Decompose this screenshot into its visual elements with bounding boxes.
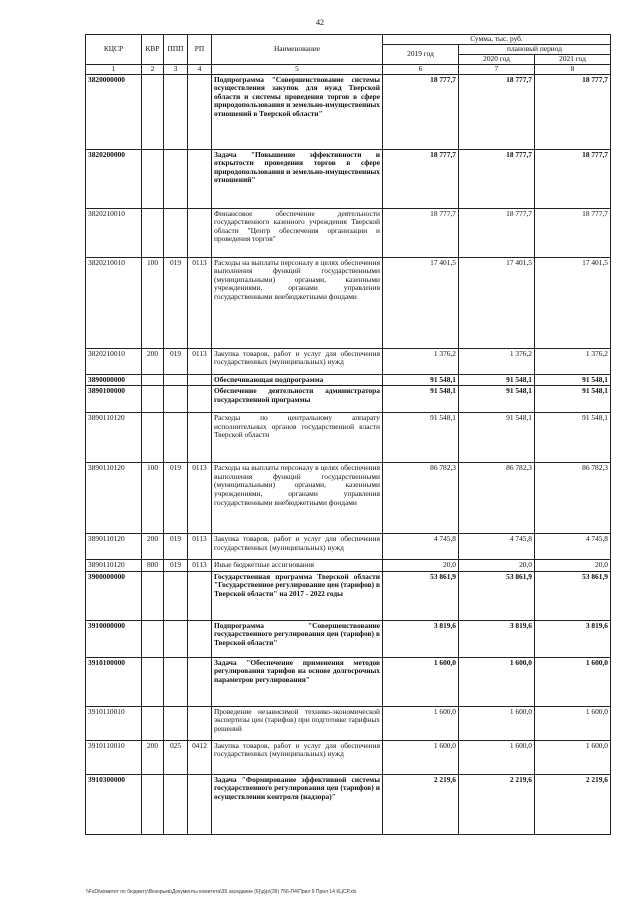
row-value-2020: 1 600,0 <box>459 706 535 740</box>
row-ppp <box>164 620 188 657</box>
row-kcsr: 3820210010 <box>86 257 142 348</box>
row-value-2020: 20,0 <box>459 560 535 572</box>
table-row <box>86 560 611 572</box>
row-value-2020: 1 376,2 <box>459 348 535 374</box>
row-kcsr: 3910000000 <box>86 620 142 657</box>
col-number: 3 <box>164 65 188 75</box>
budget-table <box>85 34 611 835</box>
row-kvr <box>142 208 164 257</box>
header-2020: 2020 год <box>459 55 535 65</box>
row-kvr <box>142 571 164 620</box>
table-row <box>86 74 611 149</box>
row-kvr: 200 <box>142 348 164 374</box>
table-row <box>86 657 611 706</box>
row-ppp: 025 <box>164 740 188 774</box>
row-value-2019: 1 376,2 <box>383 348 459 374</box>
row-ppp: 019 <box>164 463 188 534</box>
row-rp <box>188 657 212 706</box>
row-name: Подпрограмма "Совершенствование системы осуществления закупок для нужд Тверской области и системы проведения торгов в сфере природопользования и земельно-имущественных отношений в Тверской области" <box>212 74 383 149</box>
row-rp <box>188 620 212 657</box>
row-rp <box>188 386 212 413</box>
row-name: Закупка товаров, работ и услуг для обеспечения государственных (муниципальных) нужд <box>212 534 383 560</box>
row-value-2019: 18 777,7 <box>383 74 459 149</box>
row-rp <box>188 149 212 208</box>
row-value-2021: 17 401,5 <box>535 257 611 348</box>
row-ppp <box>164 413 188 463</box>
row-value-2021: 53 861,9 <box>535 571 611 620</box>
row-name: Финансовое обеспечение деятельности государственного казенного учреждения Тверской области "Центр обеспечения организации и проведения торгов" <box>212 208 383 257</box>
row-value-2019: 1 600,0 <box>383 740 459 774</box>
row-value-2021: 91 548,1 <box>535 374 611 386</box>
table-row <box>86 208 611 257</box>
row-name: Расходы на выплаты персоналу в целях обеспечения выполнения функций государственными (муниципальными) органами, казенными учреждениями, органами управления государственными внебюджетными фондами <box>212 463 383 534</box>
row-value-2021: 2 219,6 <box>535 774 611 834</box>
row-ppp <box>164 706 188 740</box>
row-value-2020: 3 819,6 <box>459 620 535 657</box>
row-value-2019: 4 745,8 <box>383 534 459 560</box>
table-row <box>86 571 611 620</box>
row-name: Расходы по центральному аппарату исполнительных органов государственной власти Тверской области <box>212 413 383 463</box>
row-name: Расходы на выплаты персоналу в целях обеспечения выполнения функций государственными (муниципальными) органами, казенными учреждениями, органами управления государственными внебюджетными фондами <box>212 257 383 348</box>
row-value-2019: 2 219,6 <box>383 774 459 834</box>
row-rp: 0113 <box>188 257 212 348</box>
row-name: Иные бюджетные ассигнования <box>212 560 383 572</box>
col-number: 8 <box>535 65 611 75</box>
header-name: Наименование <box>212 35 383 65</box>
row-value-2020: 53 861,9 <box>459 571 535 620</box>
row-value-2019: 91 548,1 <box>383 413 459 463</box>
row-kvr: 200 <box>142 740 164 774</box>
row-value-2019: 1 600,0 <box>383 657 459 706</box>
row-value-2019: 18 777,7 <box>383 149 459 208</box>
row-value-2021: 91 548,1 <box>535 413 611 463</box>
row-kcsr: 3820210010 <box>86 208 142 257</box>
row-value-2020: 17 401,5 <box>459 257 535 348</box>
row-value-2020: 4 745,8 <box>459 534 535 560</box>
row-rp <box>188 208 212 257</box>
row-ppp <box>164 74 188 149</box>
row-kvr <box>142 620 164 657</box>
row-ppp <box>164 386 188 413</box>
row-kcsr: 3890110120 <box>86 534 142 560</box>
table-row <box>86 386 611 413</box>
table-row <box>86 706 611 740</box>
row-value-2019: 1 600,0 <box>383 706 459 740</box>
row-ppp <box>164 208 188 257</box>
row-value-2021: 18 777,7 <box>535 208 611 257</box>
row-rp: 0412 <box>188 740 212 774</box>
row-ppp: 019 <box>164 348 188 374</box>
col-number: 6 <box>383 65 459 75</box>
table-row <box>86 774 611 834</box>
row-kcsr: 3820000000 <box>86 74 142 149</box>
row-rp <box>188 571 212 620</box>
row-kcsr: 3900000000 <box>86 571 142 620</box>
row-rp <box>188 413 212 463</box>
table-row <box>86 620 611 657</box>
row-name: Обеспечение деятельности администратора государственной программы <box>212 386 383 413</box>
row-value-2020: 86 782,3 <box>459 463 535 534</box>
row-kvr <box>142 374 164 386</box>
table-row <box>86 463 611 534</box>
header-kcsr: КЦСР <box>86 35 142 65</box>
row-value-2020: 91 548,1 <box>459 413 535 463</box>
row-value-2020: 18 777,7 <box>459 74 535 149</box>
col-number: 4 <box>188 65 212 75</box>
row-name: Задача "Обеспечение применения методов регулирования тарифов на основе долгосрочных параметров регулирования" <box>212 657 383 706</box>
table-row <box>86 348 611 374</box>
header-planned-period: плановый период <box>459 45 611 55</box>
row-value-2020: 91 548,1 <box>459 374 535 386</box>
table-row <box>86 534 611 560</box>
row-value-2019: 18 777,7 <box>383 208 459 257</box>
row-ppp: 019 <box>164 257 188 348</box>
table-body <box>86 74 611 834</box>
row-kvr <box>142 149 164 208</box>
col-number: 1 <box>86 65 142 75</box>
table-row <box>86 149 611 208</box>
row-kvr: 100 <box>142 257 164 348</box>
header-2019: 2019 год <box>383 45 459 65</box>
header-ppp: ППП <box>164 35 188 65</box>
row-rp <box>188 706 212 740</box>
row-kvr: 100 <box>142 463 164 534</box>
row-ppp: 019 <box>164 534 188 560</box>
row-kvr <box>142 386 164 413</box>
file-path-footer: \\FsDi\комитет по бюджету\Везорьев\Документы комитета\39 заседание (6)\д\р\(39) 756-П4\Прил 9 Прил 14 КЦСР.xls <box>86 889 357 895</box>
row-value-2021: 3 819,6 <box>535 620 611 657</box>
header-sum: Сумма, тыс. руб. <box>383 35 611 45</box>
row-value-2020: 1 600,0 <box>459 657 535 706</box>
row-kcsr: 3890000000 <box>86 374 142 386</box>
row-kcsr: 3890110120 <box>86 560 142 572</box>
row-rp: 0113 <box>188 560 212 572</box>
row-kcsr: 3910300000 <box>86 774 142 834</box>
row-rp: 0113 <box>188 463 212 534</box>
page-number: 42 <box>316 18 324 27</box>
row-value-2019: 91 548,1 <box>383 386 459 413</box>
table-row <box>86 257 611 348</box>
row-kvr: 200 <box>142 534 164 560</box>
header-kvr: КВР <box>142 35 164 65</box>
row-value-2020: 18 777,7 <box>459 208 535 257</box>
row-value-2021: 4 745,8 <box>535 534 611 560</box>
row-name: Государственная программа Тверской области "Государственное регулирование цен (тарифов) в Тверской области" на 2017 - 2022 годы <box>212 571 383 620</box>
row-name: Закупка товаров, работ и услуг для обеспечения государственных (муниципальных) нужд <box>212 348 383 374</box>
row-value-2021: 1 600,0 <box>535 740 611 774</box>
row-kcsr: 3820210010 <box>86 348 142 374</box>
row-rp <box>188 74 212 149</box>
row-kvr <box>142 657 164 706</box>
row-kvr <box>142 74 164 149</box>
row-rp: 0113 <box>188 534 212 560</box>
row-value-2019: 17 401,5 <box>383 257 459 348</box>
row-name: Обеспечивающая подпрограмма <box>212 374 383 386</box>
row-value-2020: 2 219,6 <box>459 774 535 834</box>
row-ppp <box>164 374 188 386</box>
header-2021: 2021 год <box>535 55 611 65</box>
row-kcsr: 3890100000 <box>86 386 142 413</box>
row-value-2019: 3 819,6 <box>383 620 459 657</box>
row-kvr <box>142 706 164 740</box>
row-kvr: 800 <box>142 560 164 572</box>
row-ppp <box>164 571 188 620</box>
row-rp: 0113 <box>188 348 212 374</box>
row-ppp <box>164 657 188 706</box>
row-rp <box>188 774 212 834</box>
col-number: 7 <box>459 65 535 75</box>
row-kcsr: 3890110120 <box>86 413 142 463</box>
row-value-2021: 1 600,0 <box>535 706 611 740</box>
row-value-2021: 1 376,2 <box>535 348 611 374</box>
row-value-2021: 86 782,3 <box>535 463 611 534</box>
table-row <box>86 740 611 774</box>
row-kcsr: 3910100000 <box>86 657 142 706</box>
row-ppp: 019 <box>164 560 188 572</box>
table-row <box>86 374 611 386</box>
row-kcsr: 3820200000 <box>86 149 142 208</box>
row-value-2020: 1 600,0 <box>459 740 535 774</box>
row-name: Задача "Повышение эффективности и открытости проведения торгов в сфере природопользования и земельно-имущественных отношений" <box>212 149 383 208</box>
row-value-2020: 18 777,7 <box>459 149 535 208</box>
row-ppp <box>164 774 188 834</box>
row-value-2021: 18 777,7 <box>535 149 611 208</box>
row-value-2021: 20,0 <box>535 560 611 572</box>
header-rp: РП <box>188 35 212 65</box>
col-number: 2 <box>142 65 164 75</box>
row-value-2019: 53 861,9 <box>383 571 459 620</box>
row-name: Подпрограмма "Совершенствование государственного регулирования цен (тарифов) в Тверской области" <box>212 620 383 657</box>
table-row <box>86 413 611 463</box>
row-name: Закупка товаров, работ и услуг для обеспечения государственных (муниципальных) нужд <box>212 740 383 774</box>
row-kcsr: 3890110120 <box>86 463 142 534</box>
row-kvr <box>142 774 164 834</box>
row-name: Задача "Формирование эффективной системы государственного регулирования цен (тарифов) и осуществлении контроля (надзора)" <box>212 774 383 834</box>
row-value-2019: 20,0 <box>383 560 459 572</box>
row-kcsr: 3910110010 <box>86 740 142 774</box>
row-rp <box>188 374 212 386</box>
row-value-2021: 18 777,7 <box>535 74 611 149</box>
row-ppp <box>164 149 188 208</box>
row-name: Проведение независимой технико-экономической экспертизы цен (тарифов) при подготовке тарифных решений <box>212 706 383 740</box>
col-number: 5 <box>212 65 383 75</box>
row-kvr <box>142 413 164 463</box>
row-value-2021: 1 600,0 <box>535 657 611 706</box>
row-kcsr: 3910110010 <box>86 706 142 740</box>
row-value-2021: 91 548,1 <box>535 386 611 413</box>
row-value-2020: 91 548,1 <box>459 386 535 413</box>
row-value-2019: 91 548,1 <box>383 374 459 386</box>
row-value-2019: 86 782,3 <box>383 463 459 534</box>
